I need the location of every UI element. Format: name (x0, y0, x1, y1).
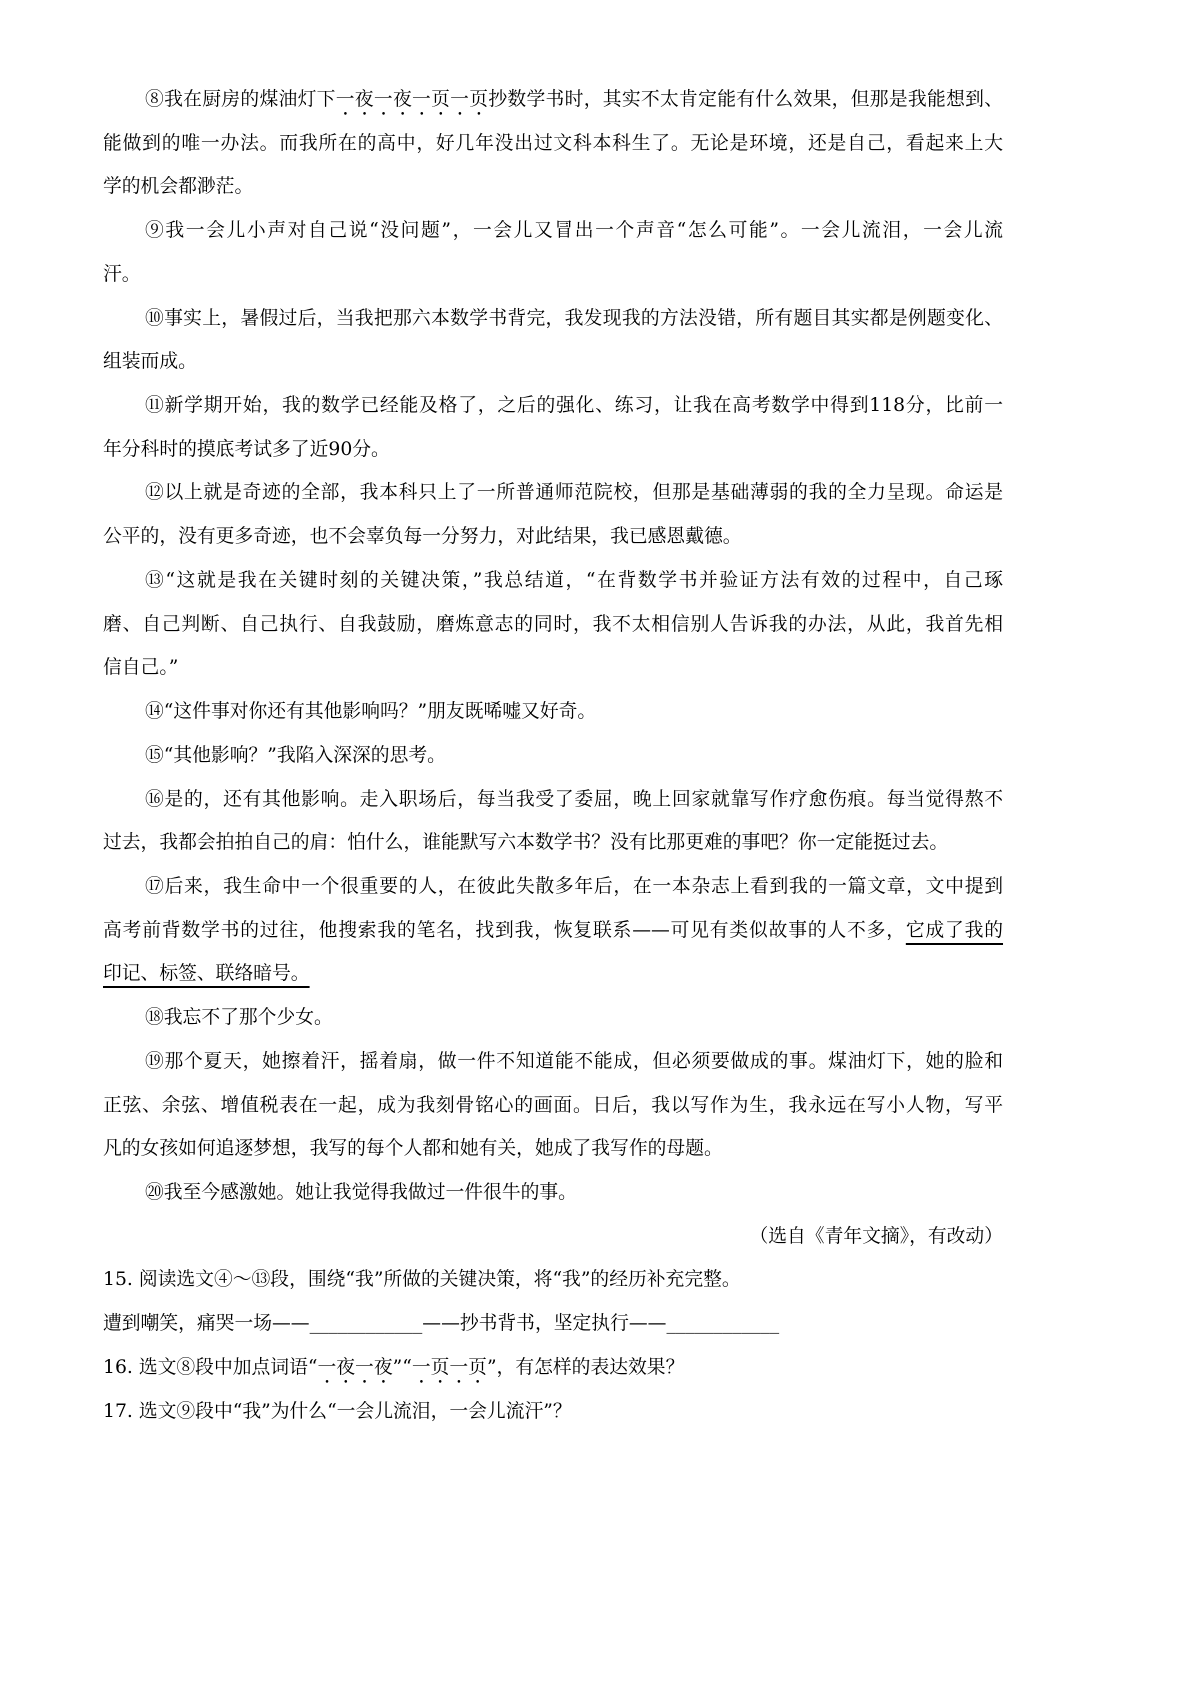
paragraph-9 (103, 209, 1003, 296)
source-citation: （选自《青年文摘》，有改动） (749, 1225, 1003, 1247)
paragraph-8-line-3: 学的机会都渺茫。 (103, 176, 254, 198)
paragraph-10-line-1: ⑩事实上，暑假过后，当我把那六本数学书背完，我发现我的方法没错，所有题目其实都是例题变化、 (145, 307, 1003, 329)
paragraph-13-line-3: 信自己。” (103, 657, 179, 679)
paragraph-11-line-2: 年分科时的摸底考试多了近90分。 (103, 438, 390, 460)
paragraph-11-line-1: ⑪新学期开始，我的数学已经能及格了，之后的强化、练习，让我在高考数学中得到118分，比前一 (145, 395, 1003, 417)
paragraph-19-line-2: 正弦、余弦、增值税表在一起，成为我刻骨铭心的画面。日后，我以写作为生，我永远在写小人物，写平 (103, 1094, 1003, 1116)
paragraph-9-line-1: ⑨我一会儿小声对自己说“没问题”，一会儿又冒出一个声音“怎么可能”。一会儿流泪，一会儿流 (145, 220, 1003, 242)
paragraph-8-text: 抄数学书时，其实不太肯定能有什么效果，但那是我能想到、 (488, 89, 1004, 110)
paragraph-14-line-1: ⑭“这件事对你还有其他影响吗？”朋友既唏嘘又好奇。 (145, 701, 597, 723)
paragraph-20-line-1: ⑳我至今感激她。她让我觉得我做过一件很牛的事。 (145, 1181, 577, 1203)
paragraph-13 (103, 559, 1003, 690)
fill-text: ——抄书背书，坚定执行—— (422, 1313, 667, 1335)
answer-blank: ____________ (666, 1313, 780, 1335)
paragraph-11 (103, 384, 1003, 471)
paragraph-9-line-2: 汗。 (103, 263, 141, 285)
paragraph-18-line-1: ⑱我忘不了那个少女。 (145, 1007, 333, 1029)
paragraph-12-line-2: 公平的，没有更多奇迹，也不会辜负每一分努力，对此结果，我已感恩戴德。 (103, 526, 742, 548)
paragraph-17-line-1: ⑰后来，我生命中一个很重要的人，在彼此失散多年后，在一本杂志上看到我的一篇文章，文中提到 (145, 875, 1003, 897)
paragraph-12-line-1: ⑫以上就是奇迹的全部，我本科只上了一所普通师范院校，但那是基础薄弱的我的全力呈现。命运是 (145, 482, 1003, 504)
paragraph-8-line-2: 能做到的唯一办法。而我所在的高中，好几年没出过文科本科生了。无论是环境，还是自己，看起来上大 (103, 132, 1003, 154)
answer-blank: ____________ (309, 1313, 423, 1335)
question-15 (103, 1258, 1003, 1345)
question-16-text: 16. 选文⑧段中加点词语“ (103, 1356, 318, 1378)
paragraph-17-line-2 (103, 909, 1003, 953)
paragraph-17-text: 高考前背数学书的过往，他搜索我的笔名，找到我，恢复联系——可见有类似故事的人不多， (103, 919, 906, 941)
underlined-sentence: 印记、标签、联络暗号。 (103, 963, 310, 985)
dotted-phrase: 一页一页 (411, 1356, 487, 1378)
question-16-text: ”“ (392, 1356, 412, 1378)
question-15-prompt: 15. 阅读选文④～⑬段，围绕“我”所做的关键决策，将“我”的经历补充完整。 (103, 1269, 741, 1291)
paragraph-13-line-1: ⑬“这就是我在关键时刻的关键决策，”我总结道，“在背数学书并验证方法有效的过程中，自己琢 (145, 569, 1003, 591)
paragraph-19 (103, 1040, 1003, 1171)
paragraph-15 (103, 734, 1003, 778)
paragraph-16 (103, 778, 1003, 865)
paragraph-16-line-2: 过去，我都会拍拍自己的肩：怕什么，谁能默写六本数学书？没有比那更难的事吧？你一定能挺过去。 (103, 832, 949, 854)
paragraph-14 (103, 690, 1003, 734)
paragraph-19-line-1: ⑲那个夏天，她擦着汗，摇着扇，做一件不知道能不能成，但必须要做成的事。煤油灯下，她的脸和 (145, 1050, 1003, 1072)
fill-text: 遭到嘲笑，痛哭一场—— (103, 1313, 310, 1335)
paragraph-16-line-1: ⑯是的，还有其他影响。走入职场后，每当我受了委屈，晚上回家就靠写作疗愈伤痕。每当觉得熬不 (145, 788, 1003, 810)
question-15-fill-line (103, 1302, 1003, 1346)
paragraph-12 (103, 471, 1003, 558)
paragraph-19-line-3: 凡的女孩如何追逐梦想，我写的每个人都和她有关，她成了我写作的母题。 (103, 1138, 723, 1160)
paragraph-13-line-2: 磨、自己判断、自己执行、自我鼓励，磨炼意志的同时，我不太相信别人告诉我的办法，从此，我首先相 (103, 613, 1003, 635)
dotted-phrase: 一夜一夜 (317, 1356, 393, 1378)
paragraph-10 (103, 297, 1003, 384)
paragraph-17-line-3 (103, 952, 1003, 996)
paragraph-8 (103, 78, 1003, 209)
paragraph-20 (103, 1171, 1003, 1215)
paragraph-10-line-2: 组装而成。 (103, 351, 197, 373)
question-17: 17. 选文⑨段中“我”为什么“一会儿流泪，一会儿流汗”？ (103, 1400, 572, 1422)
paragraph-8-text: ⑧我在厨房的煤油灯下 (145, 89, 336, 110)
question-16-text: ”，有怎样的表达效果？ (486, 1356, 685, 1378)
question-16 (103, 1346, 1003, 1390)
paragraph-15-line-1: ⑮“其他影响？”我陷入深深的思考。 (145, 744, 446, 766)
paragraph-8-line-1 (103, 78, 1003, 122)
underlined-sentence: 它成了我的 (905, 919, 1004, 941)
paragraph-18 (103, 996, 1003, 1040)
dotted-phrase: 一夜一夜一页一页 (335, 89, 489, 110)
paragraph-17 (103, 865, 1003, 996)
reading-passage (103, 78, 1003, 1433)
